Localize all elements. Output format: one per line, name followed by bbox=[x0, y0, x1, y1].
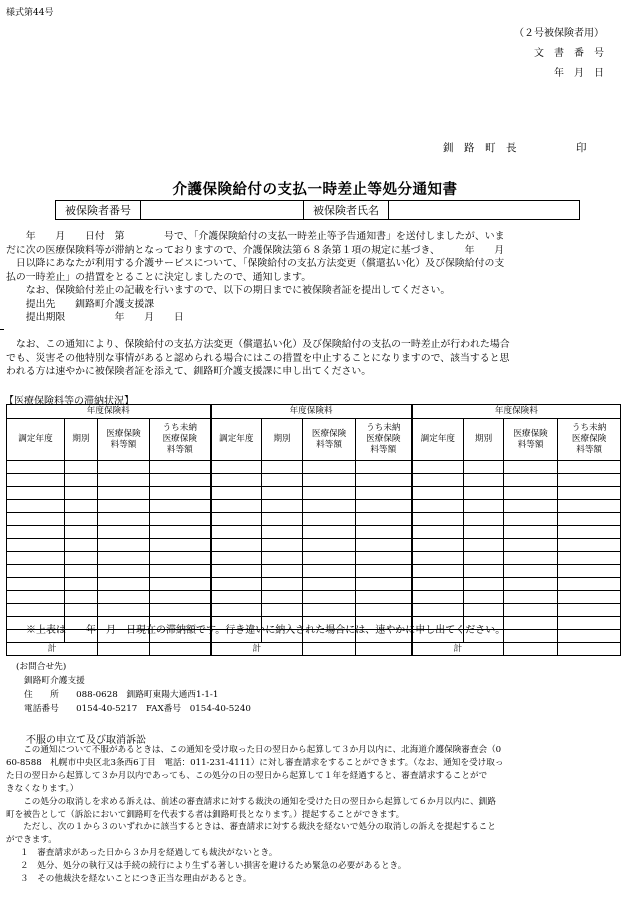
arrears-cell[interactable] bbox=[558, 591, 621, 604]
appeal-line: ただし、次の１から３のいずれかに該当するときは、審査請求に対する裁決を経ないで処分の取消しの訴えを提起すること bbox=[23, 822, 496, 833]
arrears-cell[interactable] bbox=[211, 552, 262, 565]
arrears-cell[interactable] bbox=[150, 604, 211, 617]
arrears-cell[interactable] bbox=[504, 565, 558, 578]
arrears-cell[interactable] bbox=[150, 539, 211, 552]
table-row bbox=[7, 474, 621, 487]
total-cell bbox=[356, 643, 412, 656]
arrears-cell[interactable] bbox=[464, 539, 504, 552]
arrears-cell[interactable] bbox=[412, 474, 464, 487]
arrears-cell[interactable] bbox=[464, 565, 504, 578]
appeal-exception-item: １ 審査請求があった日から３か月を経過しても裁決がないとき。 bbox=[20, 848, 278, 859]
table-row bbox=[7, 578, 621, 591]
document-title: 介護保険給付の支払一時差止等処分通知書 bbox=[172, 181, 458, 198]
arrears-cell[interactable] bbox=[356, 552, 412, 565]
arrears-cell[interactable] bbox=[7, 539, 65, 552]
arrears-cell[interactable] bbox=[65, 526, 98, 539]
arrears-cell[interactable] bbox=[7, 474, 65, 487]
arrears-cell[interactable] bbox=[303, 461, 356, 474]
arrears-cell[interactable] bbox=[150, 578, 211, 591]
date-label: 年 月 日 bbox=[554, 68, 604, 79]
body-line: でも、災害その他特別な事情があると認められる場合にはこの措置を中止することになりますので、該当すると思 bbox=[6, 352, 510, 364]
arrears-cell[interactable] bbox=[98, 578, 150, 591]
arrears-cell[interactable] bbox=[211, 474, 262, 487]
arrears-cell[interactable] bbox=[65, 474, 98, 487]
arrears-cell[interactable] bbox=[558, 630, 621, 643]
arrears-cell[interactable] bbox=[262, 526, 303, 539]
arrears-cell[interactable] bbox=[558, 500, 621, 513]
arrears-cell[interactable] bbox=[262, 513, 303, 526]
arrears-cell[interactable] bbox=[464, 487, 504, 500]
arrears-cell[interactable] bbox=[504, 526, 558, 539]
arrears-cell[interactable] bbox=[303, 500, 356, 513]
arrears-cell[interactable] bbox=[412, 604, 464, 617]
arrears-cell[interactable] bbox=[412, 526, 464, 539]
arrears-cell[interactable] bbox=[504, 500, 558, 513]
arrears-cell[interactable] bbox=[504, 630, 558, 643]
arrears-cell[interactable] bbox=[464, 461, 504, 474]
total-cell bbox=[98, 643, 150, 656]
table-row bbox=[7, 526, 621, 539]
arrears-cell[interactable] bbox=[356, 513, 412, 526]
arrears-cell[interactable] bbox=[98, 604, 150, 617]
arrears-table bbox=[6, 404, 621, 656]
arrears-cell[interactable] bbox=[7, 604, 65, 617]
arrears-cell[interactable] bbox=[412, 552, 464, 565]
arrears-cell[interactable] bbox=[356, 526, 412, 539]
appeal-body bbox=[6, 744, 612, 886]
arrears-cell[interactable] bbox=[356, 604, 412, 617]
body-line: 年 月 日付 第 号で、「介護保険給付の支払一時差止等予告通知書」を送付しましたが、いま bbox=[6, 231, 505, 242]
arrears-cell[interactable] bbox=[65, 539, 98, 552]
arrears-cell[interactable] bbox=[65, 487, 98, 500]
table-row bbox=[7, 604, 621, 617]
arrears-cell[interactable] bbox=[464, 513, 504, 526]
premium-amount-header: 医療保険 料等額 bbox=[303, 419, 356, 461]
arrears-cell[interactable] bbox=[303, 591, 356, 604]
document-number-label: 文 書 番 号 bbox=[534, 48, 604, 59]
arrears-cell[interactable] bbox=[412, 487, 464, 500]
arrears-cell[interactable] bbox=[504, 539, 558, 552]
appeal-line: この処分の取消しを求める訴えは、前述の審査請求に対する裁決の通知を受けた日の翌日から起算して６か月以内に、釧路 bbox=[23, 796, 496, 807]
submit-deadline: 提出期限 年 月 日 bbox=[25, 312, 184, 323]
issuer-name: 釧 路 町 長 bbox=[443, 142, 517, 154]
arrears-cell[interactable] bbox=[262, 552, 303, 565]
arrears-cell[interactable] bbox=[7, 565, 65, 578]
arrears-cell[interactable] bbox=[356, 500, 412, 513]
arrears-cell[interactable] bbox=[150, 526, 211, 539]
arrears-cell[interactable] bbox=[98, 487, 150, 500]
appeal-line: 町を被告として（訴訟において釧路町を代表する者は釧路町長となります。）提起することができます。 bbox=[6, 809, 405, 820]
appeal-line: 60-8588 札幌市中央区北3条西6丁目 電話：011-231-4111）に対し審査請求をすることができます。（なお、通知を受け取っ bbox=[6, 757, 504, 768]
table-row bbox=[7, 487, 621, 500]
arrears-cell[interactable] bbox=[65, 578, 98, 591]
appeal-line: きなくなります。） bbox=[6, 783, 79, 794]
arrears-cell[interactable] bbox=[65, 500, 98, 513]
arrears-cell[interactable] bbox=[98, 552, 150, 565]
submit-to: 提出先 釧路町介護支援課 bbox=[25, 298, 155, 310]
notice-body-2 bbox=[6, 338, 612, 379]
seal-mark: 印 bbox=[576, 142, 587, 154]
arrears-cell[interactable] bbox=[262, 539, 303, 552]
arrears-cell[interactable] bbox=[211, 565, 262, 578]
arrears-cell[interactable] bbox=[356, 565, 412, 578]
arrears-cell[interactable] bbox=[504, 487, 558, 500]
arrears-cell[interactable] bbox=[303, 552, 356, 565]
arrears-cell[interactable] bbox=[211, 526, 262, 539]
arrears-cell[interactable] bbox=[7, 526, 65, 539]
assessment-year-header: 調定年度 bbox=[7, 419, 65, 461]
inquiry-phone: 電話番号 0154-40-5217 FAX番号 0154-40-5240 bbox=[24, 704, 251, 714]
arrears-cell[interactable] bbox=[7, 513, 65, 526]
arrears-cell[interactable] bbox=[262, 604, 303, 617]
notice-body bbox=[6, 230, 612, 325]
arrears-cell[interactable] bbox=[211, 578, 262, 591]
table-row bbox=[7, 461, 621, 474]
arrears-cell[interactable] bbox=[504, 578, 558, 591]
arrears-cell[interactable] bbox=[211, 604, 262, 617]
arrears-cell[interactable] bbox=[356, 591, 412, 604]
arrears-cell[interactable] bbox=[262, 578, 303, 591]
total-cell bbox=[504, 643, 558, 656]
arrears-cell[interactable] bbox=[504, 604, 558, 617]
assessment-year-header: 調定年度 bbox=[211, 419, 262, 461]
arrears-cell[interactable] bbox=[412, 500, 464, 513]
total-cell bbox=[303, 643, 356, 656]
insured-type-label: （２号被保険者用） bbox=[514, 28, 604, 39]
arrears-cell[interactable] bbox=[7, 500, 65, 513]
arrears-cell[interactable] bbox=[464, 578, 504, 591]
arrears-cell[interactable] bbox=[412, 461, 464, 474]
arrears-cell[interactable] bbox=[303, 604, 356, 617]
table-row bbox=[7, 500, 621, 513]
period-header: 期別 bbox=[262, 419, 303, 461]
arrears-cell[interactable] bbox=[356, 474, 412, 487]
arrears-cell[interactable] bbox=[211, 461, 262, 474]
appeal-line: ができます。 bbox=[6, 835, 57, 846]
arrears-cell[interactable] bbox=[65, 565, 98, 578]
arrears-cell[interactable] bbox=[504, 591, 558, 604]
arrears-cell[interactable] bbox=[558, 461, 621, 474]
appeal-line: た日の翌日から起算して３か月以内であっても、この処分の日の翌日から起算して１年を経過すると、審査請求することがで bbox=[6, 770, 488, 781]
arrears-cell[interactable] bbox=[464, 591, 504, 604]
arrears-cell[interactable] bbox=[464, 604, 504, 617]
appeal-line: この通知について不服があるときは、この通知を受け取った日の翌日から起算して３か月以内に、北海道介護保険審査会（0 bbox=[23, 745, 502, 755]
arrears-cell[interactable] bbox=[211, 513, 262, 526]
arrears-cell[interactable] bbox=[7, 487, 65, 500]
arrears-cell[interactable] bbox=[7, 578, 65, 591]
arrears-cell[interactable] bbox=[558, 474, 621, 487]
total-cell bbox=[150, 643, 211, 656]
appeal-exception-item: ２ 処分、処分の執行又は手続の続行により生ずる著しい損害を避けるため緊急の必要があるとき。 bbox=[20, 861, 407, 872]
table-row bbox=[7, 565, 621, 578]
insured-number-label: 被保険者番号 bbox=[56, 201, 141, 220]
arrears-cell[interactable] bbox=[303, 539, 356, 552]
arrears-cell[interactable] bbox=[303, 487, 356, 500]
arrears-cell[interactable] bbox=[558, 552, 621, 565]
period-header: 期別 bbox=[65, 419, 98, 461]
insured-id-table bbox=[55, 200, 580, 220]
table-footnote: ※上表は 年 月 日現在の滞納額です。行き違いに納入された場合には、速やかに申し出てください。 bbox=[26, 625, 506, 636]
total-cell bbox=[558, 643, 621, 656]
inquiry-heading: (お問合せ先) bbox=[16, 662, 67, 672]
arrears-cell[interactable] bbox=[504, 513, 558, 526]
assessment-year-header: 調定年度 bbox=[412, 419, 464, 461]
body-line: 日以降にあなたが利用する介護サービスについて、「保険給付の支払方法変更（償還払い化）及び保険給付の支 bbox=[6, 258, 505, 269]
arrears-cell[interactable] bbox=[98, 526, 150, 539]
body-line: なお、この通知により、保険給付の支払方法変更（償還払い化）及び保険給付の支払の一時差止が行われた場合 bbox=[6, 339, 510, 350]
arrears-cell[interactable] bbox=[150, 461, 211, 474]
arrears-cell[interactable] bbox=[65, 604, 98, 617]
arrears-cell[interactable] bbox=[150, 513, 211, 526]
arrears-cell[interactable] bbox=[98, 513, 150, 526]
unpaid-amount-header: うち未納 医療保険 料等額 bbox=[558, 419, 621, 461]
arrears-cell[interactable] bbox=[412, 591, 464, 604]
arrears-cell[interactable] bbox=[558, 604, 621, 617]
appeal-exception-item: ３ その他裁決を経ないことにつき正当な理由があるとき。 bbox=[20, 874, 252, 885]
arrears-cell[interactable] bbox=[150, 474, 211, 487]
arrears-cell[interactable] bbox=[356, 539, 412, 552]
arrears-cell[interactable] bbox=[558, 513, 621, 526]
margin-tick bbox=[0, 329, 4, 330]
arrears-cell[interactable] bbox=[303, 565, 356, 578]
arrears-cell[interactable] bbox=[303, 513, 356, 526]
fiscal-year-premium-header: 年度保険料 bbox=[412, 405, 621, 419]
arrears-cell[interactable] bbox=[150, 487, 211, 500]
arrears-cell[interactable] bbox=[211, 539, 262, 552]
arrears-cell[interactable] bbox=[150, 500, 211, 513]
arrears-cell[interactable] bbox=[504, 552, 558, 565]
arrears-cell[interactable] bbox=[356, 487, 412, 500]
arrears-section-label: 【医療保険料等の滞納状況】 bbox=[4, 396, 134, 407]
arrears-cell[interactable] bbox=[464, 526, 504, 539]
arrears-cell[interactable] bbox=[558, 578, 621, 591]
arrears-cell[interactable] bbox=[150, 552, 211, 565]
premium-amount-header: 医療保険 料等額 bbox=[504, 419, 558, 461]
arrears-cell[interactable] bbox=[504, 461, 558, 474]
arrears-cell[interactable] bbox=[98, 591, 150, 604]
arrears-cell[interactable] bbox=[65, 552, 98, 565]
insured-name-label: 被保険者氏名 bbox=[304, 201, 389, 220]
arrears-cell[interactable] bbox=[303, 526, 356, 539]
arrears-cell[interactable] bbox=[262, 487, 303, 500]
arrears-cell[interactable] bbox=[7, 461, 65, 474]
arrears-cell[interactable] bbox=[558, 617, 621, 630]
period-header: 期別 bbox=[464, 419, 504, 461]
total-label: 計 bbox=[211, 643, 303, 656]
body-line: なお、保険給付差止の記載を行いますので、以下の期日までに被保険者証を提出してください。 bbox=[25, 285, 451, 296]
arrears-cell[interactable] bbox=[356, 578, 412, 591]
body-line: 払の一時差止」の措置をとることに決定しましたので、通知します。 bbox=[6, 271, 312, 283]
arrears-cell[interactable] bbox=[412, 578, 464, 591]
unpaid-amount-header: うち未納 医療保険 料等額 bbox=[356, 419, 412, 461]
arrears-cell[interactable] bbox=[150, 591, 211, 604]
arrears-cell[interactable] bbox=[464, 552, 504, 565]
arrears-cell[interactable] bbox=[150, 565, 211, 578]
arrears-cell[interactable] bbox=[211, 487, 262, 500]
arrears-cell[interactable] bbox=[303, 474, 356, 487]
total-label: 計 bbox=[412, 643, 504, 656]
arrears-cell[interactable] bbox=[412, 513, 464, 526]
arrears-cell[interactable] bbox=[211, 591, 262, 604]
arrears-cell[interactable] bbox=[262, 591, 303, 604]
arrears-cell[interactable] bbox=[98, 565, 150, 578]
arrears-cell[interactable] bbox=[504, 617, 558, 630]
arrears-cell[interactable] bbox=[65, 513, 98, 526]
arrears-cell[interactable] bbox=[558, 526, 621, 539]
arrears-cell[interactable] bbox=[303, 578, 356, 591]
inquiry-address: 住 所 088-0628 釧路町東陽大通西1-1-1 bbox=[24, 690, 219, 700]
appeal-heading: 不服の申立て及び取消訴訟 bbox=[26, 735, 146, 746]
arrears-cell[interactable] bbox=[262, 565, 303, 578]
arrears-cell[interactable] bbox=[98, 500, 150, 513]
arrears-cell[interactable] bbox=[65, 461, 98, 474]
arrears-cell[interactable] bbox=[211, 500, 262, 513]
arrears-cell[interactable] bbox=[558, 539, 621, 552]
table-row bbox=[7, 552, 621, 565]
unpaid-amount-header: うち未納 医療保険 料等額 bbox=[150, 419, 211, 461]
arrears-cell[interactable] bbox=[464, 474, 504, 487]
arrears-cell[interactable] bbox=[262, 461, 303, 474]
arrears-cell[interactable] bbox=[412, 539, 464, 552]
insured-name-field[interactable] bbox=[389, 201, 580, 220]
table-row bbox=[7, 513, 621, 526]
form-number: 様式第44号 bbox=[6, 8, 54, 18]
arrears-cell[interactable] bbox=[558, 565, 621, 578]
arrears-cell[interactable] bbox=[65, 591, 98, 604]
arrears-cell[interactable] bbox=[7, 591, 65, 604]
fiscal-year-premium-header: 年度保険料 bbox=[7, 405, 211, 419]
arrears-cell[interactable] bbox=[98, 539, 150, 552]
inquiry-block bbox=[16, 660, 251, 716]
table-row bbox=[7, 591, 621, 604]
premium-amount-header: 医療保険 料等額 bbox=[98, 419, 150, 461]
arrears-cell[interactable] bbox=[262, 474, 303, 487]
table-row bbox=[7, 539, 621, 552]
arrears-cell[interactable] bbox=[356, 461, 412, 474]
insured-number-field[interactable] bbox=[141, 201, 304, 220]
body-line: われる方は速やかに被保険者証を添えて、釧路町介護支援課に申し出てください。 bbox=[6, 366, 372, 377]
arrears-cell[interactable] bbox=[98, 461, 150, 474]
body-line: だに次の医療保険料等が滞納となっておりますので、介護保険法第６８条第１項の規定に基づき、 年 月 bbox=[6, 244, 505, 256]
arrears-cell[interactable] bbox=[504, 474, 558, 487]
arrears-cell[interactable] bbox=[7, 552, 65, 565]
fiscal-year-premium-header: 年度保険料 bbox=[211, 405, 412, 419]
inquiry-office: 釧路町介護支援 bbox=[24, 676, 85, 686]
total-label: 計 bbox=[7, 643, 98, 656]
arrears-cell[interactable] bbox=[262, 500, 303, 513]
arrears-cell[interactable] bbox=[558, 487, 621, 500]
arrears-cell[interactable] bbox=[98, 474, 150, 487]
arrears-cell[interactable] bbox=[412, 565, 464, 578]
arrears-cell[interactable] bbox=[464, 500, 504, 513]
